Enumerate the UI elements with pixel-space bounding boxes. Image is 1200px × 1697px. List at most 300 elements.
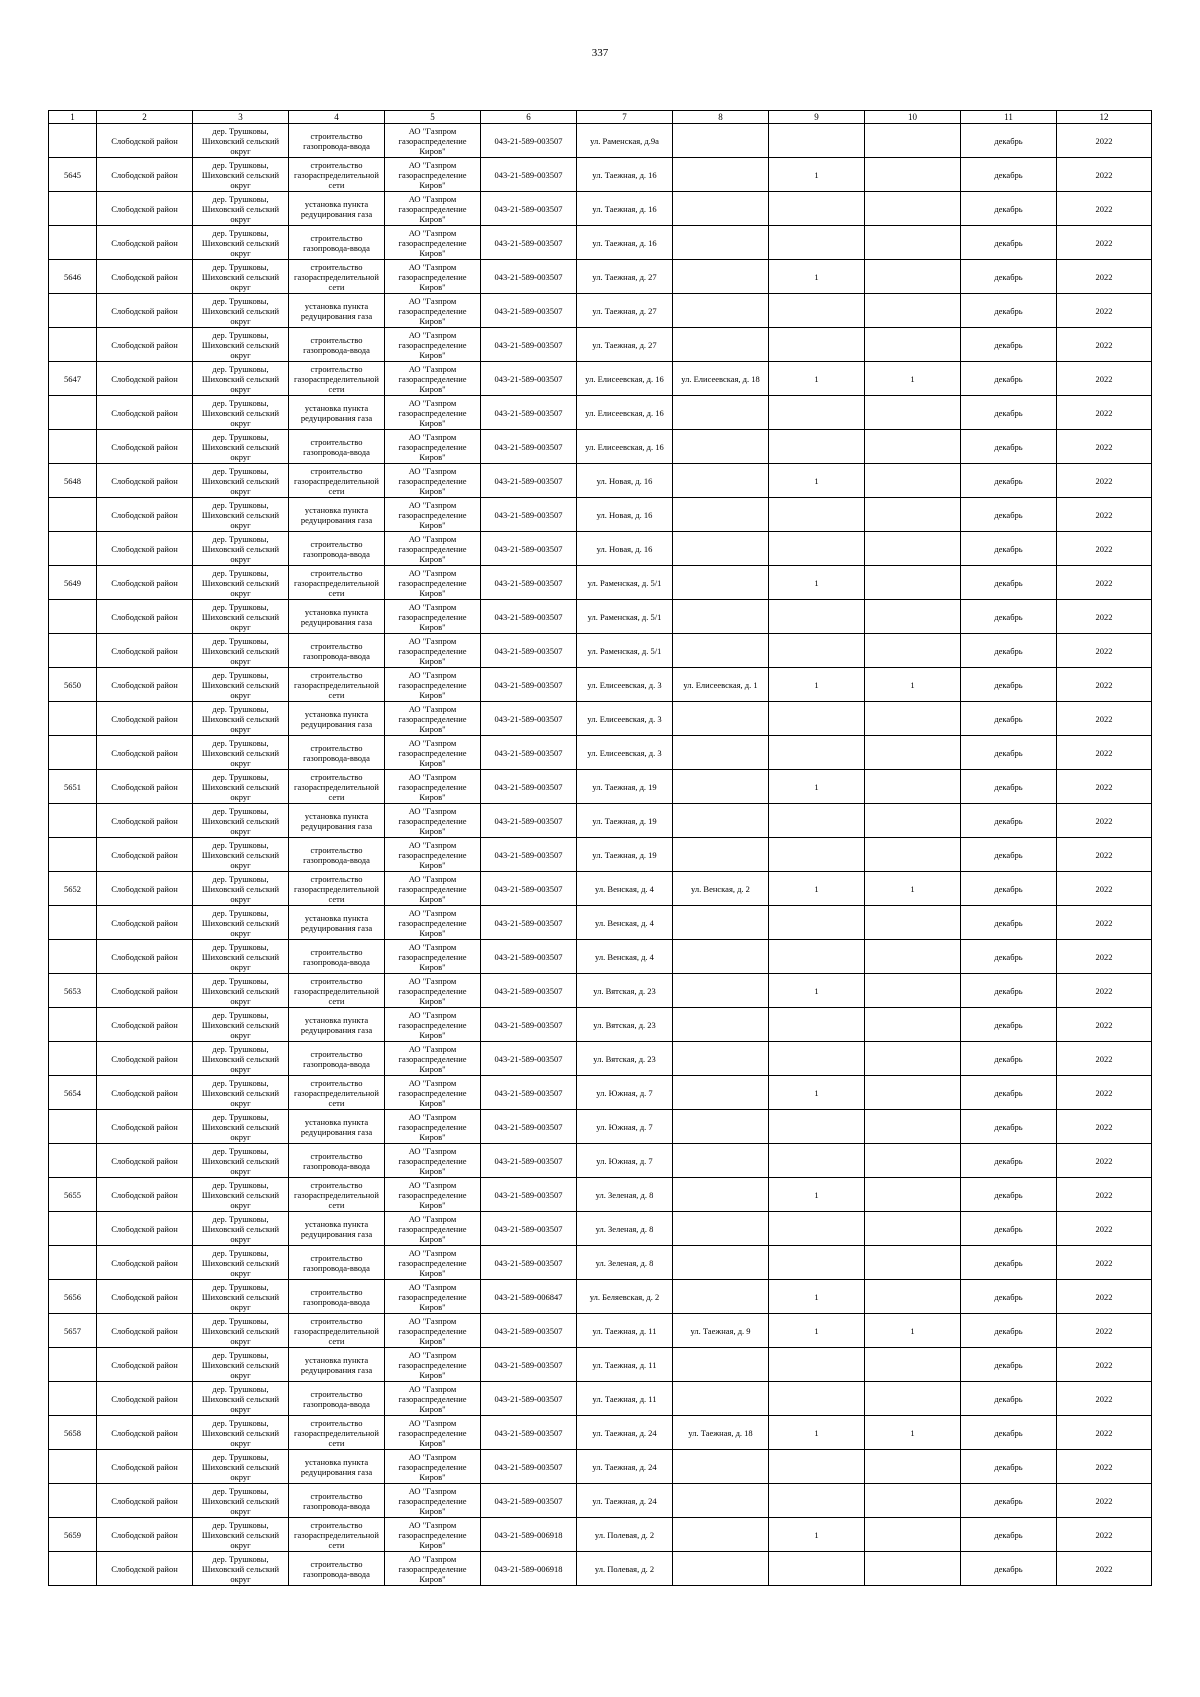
table-row (49, 396, 1152, 430)
address-cell-text: ул. Зеленая, д. 8 (595, 1223, 654, 1234)
month-cell (961, 1382, 1057, 1416)
count-cell (769, 736, 865, 770)
address-cell-text: ул. Венская, д. 4 (595, 883, 654, 894)
work-type-cell (289, 1144, 385, 1178)
row-number (49, 362, 97, 396)
work-type-cell-text: строительство газораспределительной сети (294, 873, 379, 904)
column-number-4: 4 (289, 111, 385, 124)
work-type-cell (289, 1416, 385, 1450)
organization-cell (385, 1246, 481, 1280)
organization-cell (385, 1518, 481, 1552)
work-type-cell-text: строительство газопровода-ввода (303, 844, 370, 865)
month-cell-text: декабрь (994, 237, 1023, 248)
month-cell-text: декабрь (994, 407, 1023, 418)
count-cell (769, 702, 865, 736)
address-2-cell (673, 328, 769, 362)
address-cell (577, 328, 673, 362)
address-cell (577, 566, 673, 600)
code-cell (481, 940, 577, 974)
organization-cell (385, 1416, 481, 1450)
count-cell (769, 124, 865, 158)
locality-cell (193, 226, 289, 260)
work-type-cell-text: строительство газораспределительной сети (294, 261, 379, 292)
work-type-cell-text: строительство газопровода-ввода (303, 1150, 370, 1171)
locality-cell (193, 736, 289, 770)
locality-cell (193, 1552, 289, 1586)
month-cell (961, 1280, 1057, 1314)
year-cell-text: 2022 (1095, 169, 1113, 180)
work-type-cell-text: строительство газопровода-ввода (303, 1048, 370, 1069)
code-cell-text: 043-21-589-006918 (494, 1529, 563, 1540)
locality-cell (193, 1484, 289, 1518)
locality-cell (193, 1110, 289, 1144)
code-cell (481, 1076, 577, 1110)
month-cell-text: декабрь (994, 781, 1023, 792)
address-2-cell (673, 1484, 769, 1518)
work-type-cell-text: установка пункта редуцирования газа (300, 198, 373, 219)
code-cell-text: 043-21-589-003507 (494, 373, 563, 384)
address-cell (577, 1450, 673, 1484)
code-cell (481, 974, 577, 1008)
table-row (49, 600, 1152, 634)
district-cell-text: Слободской район (111, 611, 178, 622)
organization-cell (385, 532, 481, 566)
locality-cell-text: дер. Трушковы, Шиховский сельский округ (201, 329, 280, 360)
code-cell-text: 043-21-589-003507 (494, 135, 563, 146)
locality-cell (193, 430, 289, 464)
locality-cell-text: дер. Трушковы, Шиховский сельский округ (201, 1009, 280, 1040)
row-number-text: 5651 (64, 781, 81, 792)
year-cell (1057, 226, 1152, 260)
work-type-cell (289, 600, 385, 634)
month-cell (961, 872, 1057, 906)
month-cell (961, 260, 1057, 294)
count-cell (769, 1246, 865, 1280)
month-cell-text: декабрь (994, 1291, 1023, 1302)
count-cell-text: 1 (814, 1189, 819, 1200)
row-number (49, 192, 97, 226)
count-cell (769, 396, 865, 430)
count-2-cell (865, 804, 961, 838)
code-cell-text: 043-21-589-003507 (494, 611, 563, 622)
work-type-cell-text: установка пункта редуцирования газа (300, 1456, 373, 1477)
column-number-10: 10 (865, 111, 961, 124)
address-2-cell (673, 600, 769, 634)
locality-cell (193, 838, 289, 872)
count-2-cell (865, 838, 961, 872)
row-number (49, 1280, 97, 1314)
year-cell (1057, 1552, 1152, 1586)
district-cell-text: Слободской район (111, 1359, 178, 1370)
table-row (49, 362, 1152, 396)
count-cell (769, 1076, 865, 1110)
year-cell-text: 2022 (1095, 951, 1113, 962)
code-cell-text: 043-21-589-003507 (494, 305, 563, 316)
address-cell-text: ул. Таежная, д. 24 (592, 1427, 657, 1438)
year-cell-text: 2022 (1095, 1529, 1113, 1540)
table-row (49, 1314, 1152, 1348)
count-cell (769, 634, 865, 668)
count-2-cell (865, 1382, 961, 1416)
table-row (49, 940, 1152, 974)
locality-cell (193, 328, 289, 362)
organization-cell-text: АО "Газпром газораспределение Киров" (398, 499, 467, 530)
count-2-cell (865, 974, 961, 1008)
row-number (49, 1314, 97, 1348)
code-cell (481, 1518, 577, 1552)
table-row (49, 770, 1152, 804)
count-cell (769, 192, 865, 226)
address-cell-text: ул. Таежная, д. 11 (592, 1359, 657, 1370)
table-row (49, 430, 1152, 464)
organization-cell (385, 498, 481, 532)
district-cell-text: Слободской район (111, 1393, 178, 1404)
month-cell (961, 1076, 1057, 1110)
address-cell (577, 872, 673, 906)
month-cell-text: декабрь (994, 475, 1023, 486)
code-cell-text: 043-21-589-003507 (494, 1427, 563, 1438)
organization-cell-text: АО "Газпром газораспределение Киров" (398, 1179, 467, 1210)
work-type-cell (289, 396, 385, 430)
count-2-cell (865, 124, 961, 158)
address-cell-text: ул. Таежная, д. 11 (592, 1393, 657, 1404)
month-cell-text: декабрь (994, 679, 1023, 690)
work-type-cell-text: строительство газораспределительной сети (294, 567, 379, 598)
row-number (49, 1008, 97, 1042)
work-type-cell (289, 1076, 385, 1110)
year-cell-text: 2022 (1095, 305, 1113, 316)
work-type-cell (289, 430, 385, 464)
locality-cell-text: дер. Трушковы, Шиховский сельский округ (201, 1281, 280, 1312)
code-cell (481, 1212, 577, 1246)
work-type-cell (289, 1178, 385, 1212)
work-type-cell (289, 1008, 385, 1042)
table-row (49, 906, 1152, 940)
table-row (49, 1246, 1152, 1280)
count-2-cell (865, 566, 961, 600)
locality-cell-text: дер. Трушковы, Шиховский сельский округ (201, 737, 280, 768)
district-cell-text: Слободской район (111, 1155, 178, 1166)
count-2-cell (865, 1450, 961, 1484)
address-cell-text: ул. Елисеевская, д. 3 (587, 747, 662, 758)
month-cell-text: декабрь (994, 1325, 1023, 1336)
work-type-cell-text: строительство газопровода-ввода (303, 1286, 370, 1307)
month-cell (961, 1484, 1057, 1518)
count-cell (769, 1008, 865, 1042)
work-type-cell-text: установка пункта редуцирования газа (300, 912, 373, 933)
month-cell-text: декабрь (994, 577, 1023, 588)
address-cell-text: ул. Беляевская, д. 2 (589, 1291, 660, 1302)
count-2-cell (865, 294, 961, 328)
column-number-1: 1 (49, 111, 97, 124)
year-cell (1057, 1212, 1152, 1246)
district-cell-text: Слободской район (111, 135, 178, 146)
year-cell-text: 2022 (1095, 985, 1113, 996)
district-cell (97, 1280, 193, 1314)
count-2-cell-text: 1 (910, 883, 915, 894)
work-type-cell (289, 1484, 385, 1518)
locality-cell-text: дер. Трушковы, Шиховский сельский округ (201, 1485, 280, 1516)
locality-cell (193, 1450, 289, 1484)
month-cell (961, 940, 1057, 974)
month-cell-text: декабрь (994, 985, 1023, 996)
district-cell (97, 158, 193, 192)
count-2-cell (865, 498, 961, 532)
year-cell (1057, 158, 1152, 192)
row-number (49, 1348, 97, 1382)
code-cell-text: 043-21-589-003507 (494, 713, 563, 724)
address-2-cell (673, 974, 769, 1008)
district-cell-text: Слободской район (111, 407, 178, 418)
count-cell (769, 1416, 865, 1450)
month-cell (961, 1450, 1057, 1484)
address-2-cell (673, 1552, 769, 1586)
row-number (49, 498, 97, 532)
count-2-cell (865, 634, 961, 668)
locality-cell-text: дер. Трушковы, Шиховский сельский округ (201, 1145, 280, 1176)
address-cell (577, 1246, 673, 1280)
organization-cell (385, 260, 481, 294)
month-cell (961, 668, 1057, 702)
work-type-cell-text: установка пункта редуцирования газа (300, 402, 373, 423)
work-type-cell (289, 668, 385, 702)
year-cell (1057, 1110, 1152, 1144)
row-number-text: 5649 (64, 577, 81, 588)
row-number-text: 5648 (64, 475, 81, 486)
organization-cell-text: АО "Газпром газораспределение Киров" (398, 1145, 467, 1176)
work-type-cell-text: установка пункта редуцирования газа (300, 1354, 373, 1375)
district-cell-text: Слободской район (111, 1325, 178, 1336)
locality-cell (193, 566, 289, 600)
table-row (49, 668, 1152, 702)
work-type-cell-text: строительство газопровода-ввода (303, 742, 370, 763)
work-type-cell (289, 566, 385, 600)
address-2-cell (673, 1212, 769, 1246)
count-2-cell (865, 1144, 961, 1178)
district-cell-text: Слободской район (111, 781, 178, 792)
locality-cell (193, 634, 289, 668)
month-cell (961, 566, 1057, 600)
code-cell (481, 1008, 577, 1042)
organization-cell-text: АО "Газпром газораспределение Киров" (398, 601, 467, 632)
code-cell-text: 043-21-589-003507 (494, 1257, 563, 1268)
year-cell-text: 2022 (1095, 1019, 1113, 1030)
address-cell-text: ул. Южная, д. 7 (596, 1121, 653, 1132)
organization-cell-text: АО "Газпром газораспределение Киров" (398, 1451, 467, 1482)
row-number (49, 974, 97, 1008)
count-cell-text: 1 (814, 781, 819, 792)
work-type-cell-text: строительство газораспределительной сети (294, 669, 379, 700)
work-type-cell-text: строительство газораспределительной сети (294, 771, 379, 802)
locality-cell-text: дер. Трушковы, Шиховский сельский округ (201, 941, 280, 972)
district-cell (97, 1076, 193, 1110)
code-cell-text: 043-21-589-003507 (494, 475, 563, 486)
row-number (49, 600, 97, 634)
code-cell (481, 600, 577, 634)
row-number (49, 158, 97, 192)
organization-cell (385, 1450, 481, 1484)
count-cell (769, 1518, 865, 1552)
district-cell-text: Слободской район (111, 339, 178, 350)
district-cell (97, 498, 193, 532)
table-row (49, 1484, 1152, 1518)
district-cell-text: Слободской район (111, 1461, 178, 1472)
count-cell-text: 1 (814, 1291, 819, 1302)
organization-cell-text: АО "Газпром газораспределение Киров" (398, 771, 467, 802)
work-type-cell-text: строительство газораспределительной сети (294, 1179, 379, 1210)
table-row (49, 498, 1152, 532)
address-cell-text: ул. Венская, д. 4 (595, 951, 654, 962)
work-type-cell (289, 1348, 385, 1382)
count-2-cell-text: 1 (910, 1325, 915, 1336)
code-cell (481, 1042, 577, 1076)
district-cell (97, 634, 193, 668)
code-cell (481, 1280, 577, 1314)
locality-cell (193, 1212, 289, 1246)
year-cell (1057, 498, 1152, 532)
district-cell-text: Слободской район (111, 1529, 178, 1540)
row-number (49, 396, 97, 430)
row-number (49, 940, 97, 974)
row-number (49, 804, 97, 838)
year-cell-text: 2022 (1095, 407, 1113, 418)
locality-cell (193, 1178, 289, 1212)
code-cell-text: 043-21-589-003507 (494, 985, 563, 996)
address-cell (577, 294, 673, 328)
locality-cell-text: дер. Трушковы, Шиховский сельский округ (201, 227, 280, 258)
year-cell-text: 2022 (1095, 373, 1113, 384)
address-cell (577, 1076, 673, 1110)
month-cell-text: декабрь (994, 1019, 1023, 1030)
address-2-cell (673, 294, 769, 328)
work-type-cell-text: строительство газораспределительной сети (294, 1315, 379, 1346)
locality-cell (193, 464, 289, 498)
year-cell-text: 2022 (1095, 1461, 1113, 1472)
row-number (49, 1382, 97, 1416)
organization-cell (385, 362, 481, 396)
code-cell (481, 362, 577, 396)
organization-cell-text: АО "Газпром газораспределение Киров" (398, 227, 467, 258)
count-2-cell (865, 158, 961, 192)
address-2-cell (673, 124, 769, 158)
year-cell (1057, 1280, 1152, 1314)
row-number (49, 464, 97, 498)
count-cell (769, 1348, 865, 1382)
count-cell-text: 1 (814, 169, 819, 180)
year-cell-text: 2022 (1095, 883, 1113, 894)
district-cell-text: Слободской район (111, 509, 178, 520)
column-number-9: 9 (769, 111, 865, 124)
month-cell (961, 1178, 1057, 1212)
address-2-cell (673, 702, 769, 736)
row-number (49, 1552, 97, 1586)
code-cell (481, 328, 577, 362)
district-cell (97, 1246, 193, 1280)
locality-cell (193, 1280, 289, 1314)
count-cell (769, 464, 865, 498)
locality-cell-text: дер. Трушковы, Шиховский сельский округ (201, 907, 280, 938)
work-type-cell (289, 1280, 385, 1314)
year-cell (1057, 1144, 1152, 1178)
address-2-cell (673, 498, 769, 532)
code-cell (481, 294, 577, 328)
district-cell-text: Слободской район (111, 1019, 178, 1030)
code-cell-text: 043-21-589-003507 (494, 543, 563, 554)
address-cell (577, 1144, 673, 1178)
count-cell-text: 1 (814, 271, 819, 282)
work-type-cell-text: установка пункта редуцирования газа (300, 1218, 373, 1239)
row-number (49, 1178, 97, 1212)
row-number (49, 124, 97, 158)
table-row (49, 566, 1152, 600)
year-cell-text: 2022 (1095, 135, 1113, 146)
table-row (49, 124, 1152, 158)
district-cell-text: Слободской район (111, 713, 178, 724)
work-type-cell (289, 1314, 385, 1348)
address-cell (577, 192, 673, 226)
district-cell (97, 940, 193, 974)
month-cell (961, 1314, 1057, 1348)
year-cell-text: 2022 (1095, 679, 1113, 690)
address-cell (577, 362, 673, 396)
count-cell (769, 362, 865, 396)
address-cell (577, 1382, 673, 1416)
year-cell-text: 2022 (1095, 1393, 1113, 1404)
address-cell (577, 124, 673, 158)
table-row (49, 1450, 1152, 1484)
month-cell-text: декабрь (994, 1155, 1023, 1166)
organization-cell (385, 736, 481, 770)
organization-cell (385, 940, 481, 974)
count-cell (769, 974, 865, 1008)
month-cell-text: декабрь (994, 951, 1023, 962)
organization-cell (385, 396, 481, 430)
district-cell-text: Слободской район (111, 373, 178, 384)
organization-cell-text: АО "Газпром газораспределение Киров" (398, 1485, 467, 1516)
address-cell-text: ул. Новая, д. 16 (596, 475, 653, 486)
count-cell (769, 1212, 865, 1246)
month-cell-text: декабрь (994, 883, 1023, 894)
count-2-cell (865, 1484, 961, 1518)
count-cell-text: 1 (814, 985, 819, 996)
count-cell-text: 1 (814, 1325, 819, 1336)
code-cell (481, 770, 577, 804)
work-type-cell (289, 872, 385, 906)
count-cell (769, 328, 865, 362)
district-cell (97, 838, 193, 872)
row-number (49, 1110, 97, 1144)
district-cell (97, 1144, 193, 1178)
table-row (49, 226, 1152, 260)
work-type-cell-text: строительство газопровода-ввода (303, 538, 370, 559)
year-cell-text: 2022 (1095, 509, 1113, 520)
code-cell (481, 1178, 577, 1212)
organization-cell-text: АО "Газпром газораспределение Киров" (398, 1111, 467, 1142)
month-cell-text: декабрь (994, 645, 1023, 656)
organization-cell-text: АО "Газпром газораспределение Киров" (398, 941, 467, 972)
work-type-cell (289, 974, 385, 1008)
code-cell-text: 043-21-589-003507 (494, 407, 563, 418)
address-cell (577, 600, 673, 634)
address-2-cell (673, 1178, 769, 1212)
district-cell (97, 600, 193, 634)
address-2-cell (673, 1416, 769, 1450)
address-cell-text: ул. Зеленая, д. 8 (595, 1257, 654, 1268)
count-cell (769, 1178, 865, 1212)
row-number (49, 736, 97, 770)
address-cell (577, 464, 673, 498)
district-cell-text: Слободской район (111, 985, 178, 996)
